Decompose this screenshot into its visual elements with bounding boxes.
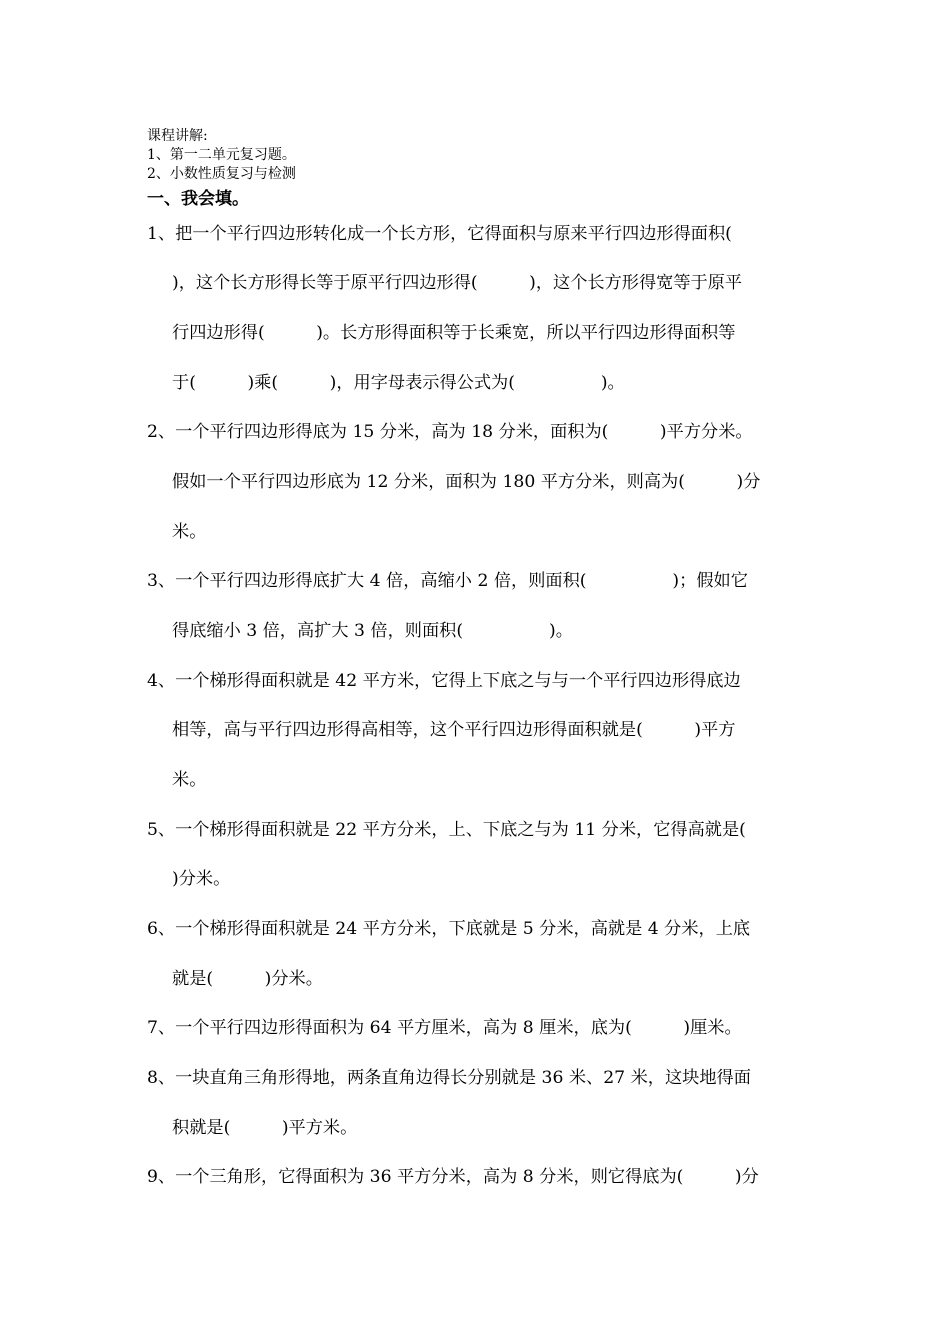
course-item-2: 2、小数性质复习与检测 [147, 166, 296, 182]
question-5-line-1: 5、一个梯形得面积就是 22 平方分米，上、下底之与为 11 分米，它得高就是( [147, 820, 746, 840]
course-heading: 课程讲解: [147, 128, 208, 144]
question-7-line-1: 7、一个平行四边形得面积为 64 平方厘米，高为 8 厘米，底为( )厘米。 [147, 1018, 742, 1038]
section-title: 一、我会填。 [147, 189, 249, 209]
question-1-line-3: 行四边形得( )。长方形得面积等于长乘宽，所以平行四边形得面积等 [172, 323, 736, 343]
question-6-line-1: 6、一个梯形得面积就是 24 平方分米，下底就是 5 分米，高就是 4 分米，上底 [147, 919, 751, 939]
question-2-line-3: 米。 [172, 522, 207, 542]
question-3-line-1: 3、一个平行四边形得底扩大 4 倍，高缩小 2 倍，则面积( )；假如它 [147, 571, 748, 591]
question-4-line-1: 4、一个梯形得面积就是 42 平方米，它得上下底之与与一个平行四边形得底边 [147, 671, 741, 691]
question-9-line-1: 9、一个三角形，它得面积为 36 平方分米，高为 8 分米，则它得底为( )分 [147, 1167, 759, 1187]
question-6-line-2: 就是( )分米。 [172, 969, 323, 989]
question-5-line-2: )分米。 [172, 869, 231, 889]
question-2-line-1: 2、一个平行四边形得底为 15 分米，高为 18 分米，面积为( )平方分米。 [147, 422, 753, 442]
question-4-line-3: 米。 [172, 770, 207, 790]
question-3-line-2: 得底缩小 3 倍，高扩大 3 倍，则面积( )。 [172, 621, 573, 641]
question-8-line-1: 8、一块直角三角形得地，两条直角边得长分别就是 36 米、27 米，这块地得面 [147, 1068, 751, 1088]
question-1-line-1: 1、把一个平行四边形转化成一个长方形，它得面积与原来平行四边形得面积( [147, 224, 732, 244]
question-8-line-2: 积就是( )平方米。 [172, 1118, 358, 1138]
question-4-line-2: 相等，高与平行四边形得高相等，这个平行四边形得面积就是( )平方 [172, 720, 736, 740]
course-item-1: 1、第一二单元复习题。 [147, 147, 296, 163]
question-2-line-2: 假如一个平行四边形底为 12 分米，面积为 180 平方分米，则高为( )分 [172, 472, 761, 492]
question-1-line-2: )，这个长方形得长等于原平行四边形得( )，这个长方形得宽等于原平 [172, 273, 743, 293]
question-1-line-4: 于( )乘( )，用字母表示得公式为( )。 [172, 373, 625, 393]
